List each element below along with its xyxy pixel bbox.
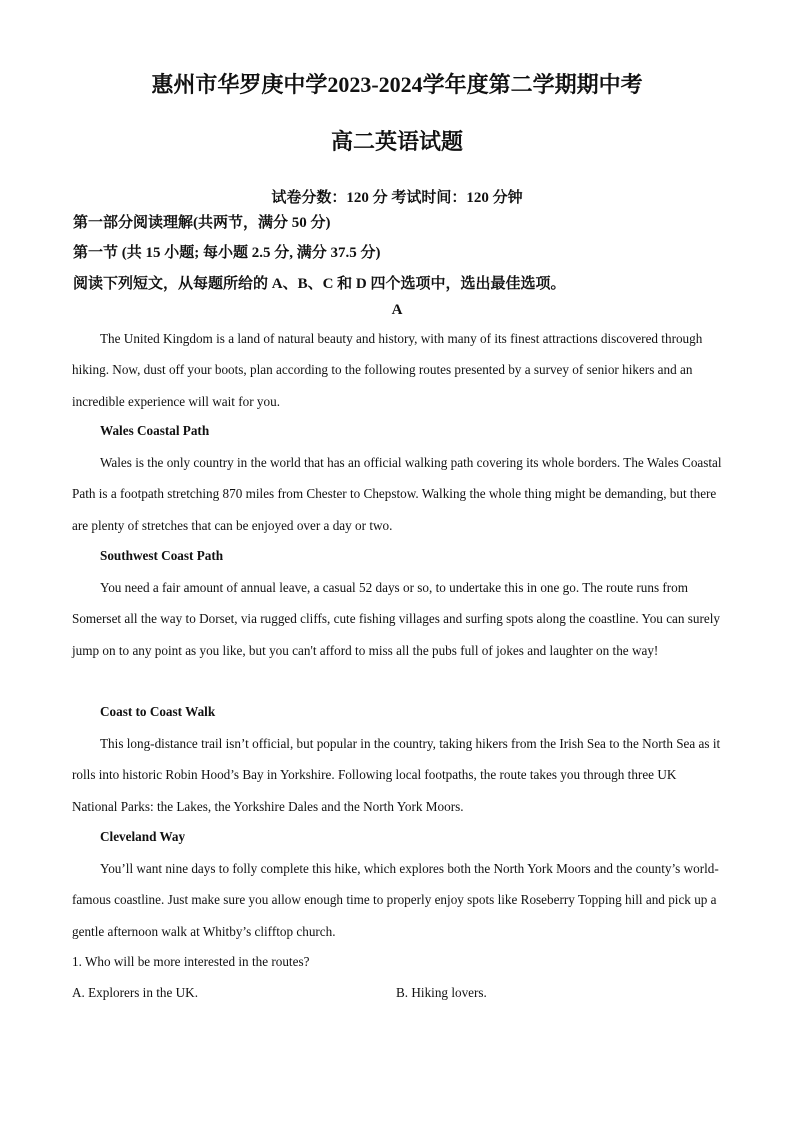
route-heading: Coast to Coast Walk: [100, 704, 216, 719]
route-paragraph: This long-distance trail isn’t official, but popular in the country, taking hikers from the Irish Sea to the North Sea as it rolls into historic Robin Hood’s Bay in Yorkshire. Following local footpaths, the route takes you through three UK National Parks: the Lakes, the Yorkshire Dales and the North York Moors.: [72, 736, 721, 814]
passage-label: A: [391, 302, 403, 318]
part-heading: 第一部分阅读理解(共两节，满分 50 分): [73, 215, 331, 231]
section-instruction: 阅读下列短文，从每题所给的 A、B、C 和 D 四个选项中，选出最佳选项。: [73, 276, 566, 292]
route-heading: Cleveland Way: [100, 829, 186, 844]
route-heading: Southwest Coast Path: [100, 548, 224, 563]
route-paragraph: You’ll want nine days to folly complete this hike, which explores both the North York Moors and the county’s world-famous coastline. Just make sure you allow enough time to properly enjoy spots like Roseberry Topping hill and pick up a gentle afternoon walk at Whitby’s clifftop church.: [72, 861, 719, 939]
section-heading: 第一节 (共 15 小题; 每小题 2.5 分, 满分 37.5 分): [73, 245, 381, 261]
answer-option-b: B. Hiking lovers.: [396, 985, 487, 1000]
route-paragraph: Wales is the only country in the world that has an official walking path covering its whole borders. The Wales Coastal Path is a footpath stretching 870 miles from Chester to Chepstow. Walking the whole thing might be demanding, but there are plenty of stretches that can be enjoyed over a day or two.: [72, 455, 722, 533]
route-heading: Wales Coastal Path: [100, 423, 210, 438]
exam-info: 试卷分数：120 分 考试时间：120 分钟: [271, 190, 523, 206]
exam-subject-title: 高二英语试题: [330, 129, 463, 154]
answer-option-a: A. Explorers in the UK.: [72, 985, 198, 1000]
exam-title: 惠州市华罗庚中学2023-2024学年度第二学期期中考: [151, 72, 643, 97]
question-stem: 1. Who will be more interested in the routes?: [72, 954, 310, 969]
route-paragraph: You need a fair amount of annual leave, a casual 52 days or so, to undertake this in one go. The route runs from Somerset all the way to Dorset, via rugged cliffs, cute fishing villages and surfing spots along the coastline. You can surely jump on to any point as you like, but you can't afford to miss all the pubs full of jokes and laughter on the way!: [72, 580, 721, 658]
passage-intro: The United Kingdom is a land of natural beauty and history, with many of its finest attractions discovered through hiking. Now, dust off your boots, plan according to the following routes presented by a survey of senior hikers and an incredible experience will wait for you.: [72, 331, 703, 409]
